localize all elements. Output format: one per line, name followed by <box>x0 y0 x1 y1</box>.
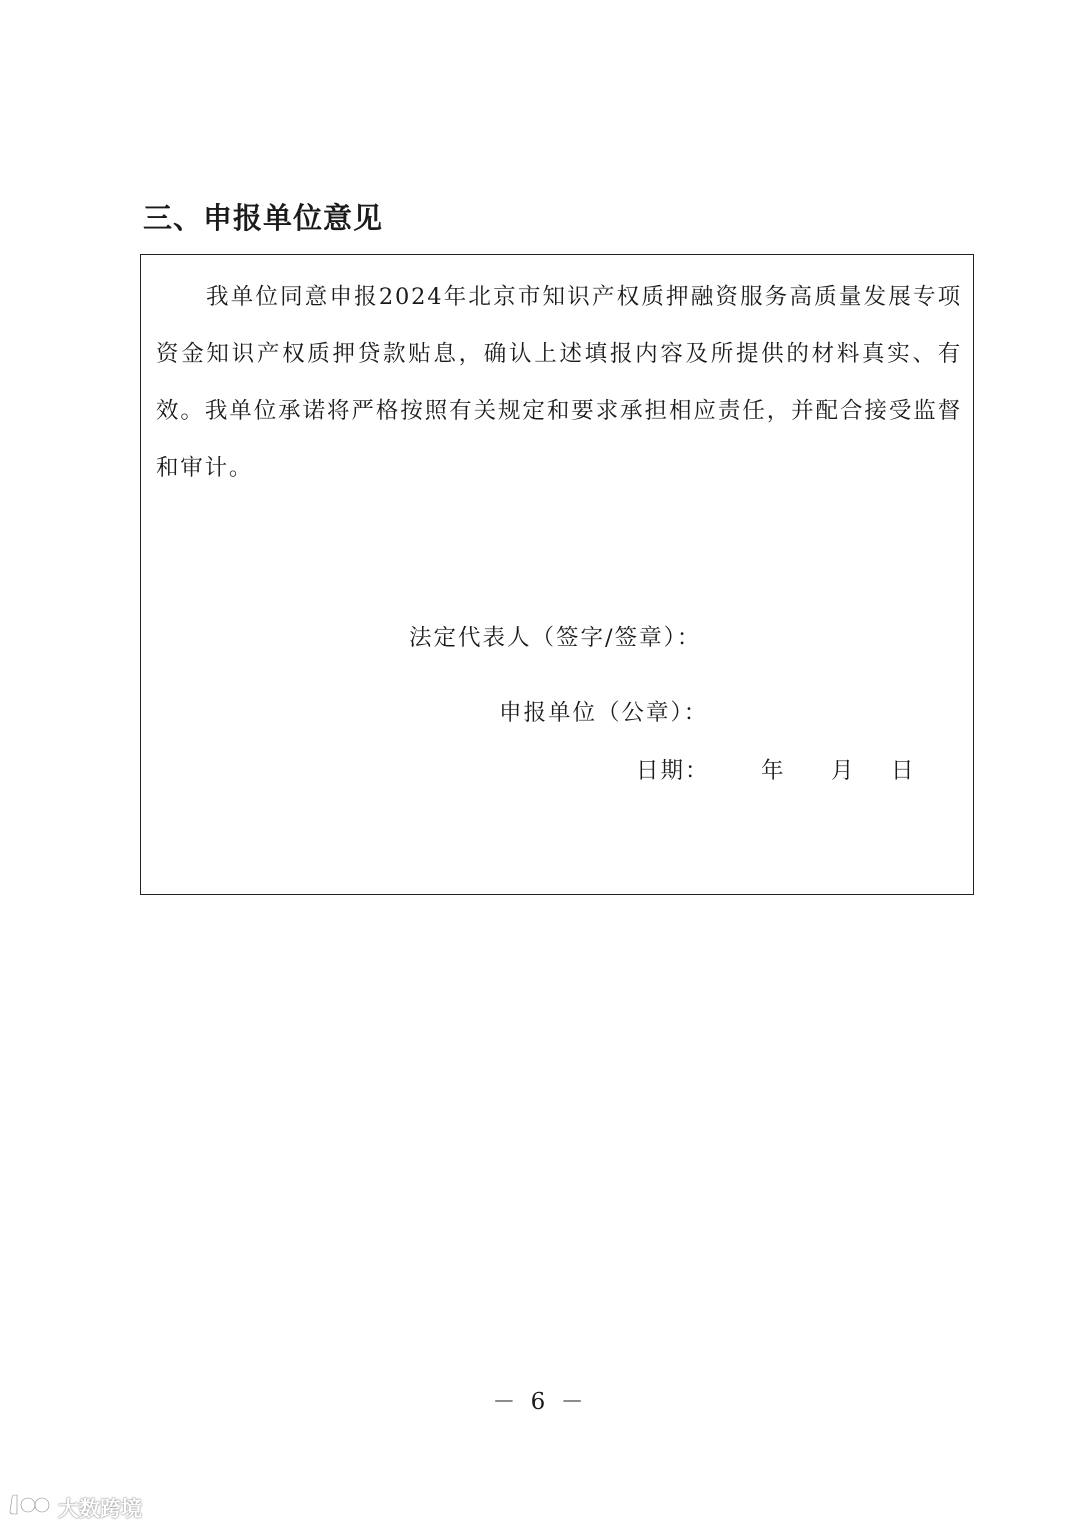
applicant-unit-seal-label: 申报单位（公章）： <box>499 700 709 726</box>
legal-representative-signature-label: 法定代表人（签字/签章）： <box>409 625 702 651</box>
date-month-label: 月 <box>831 758 854 784</box>
date-year-label: 年 <box>761 758 784 784</box>
watermark <box>8 1492 142 1523</box>
section-heading: 三、申报单位意见 <box>143 201 384 235</box>
date-label: 日期： <box>636 758 710 784</box>
brand-logo-icon <box>8 1492 52 1523</box>
page-number: － 6 － <box>492 1389 588 1415</box>
watermark-text: 大数跨境 <box>58 1496 142 1521</box>
declaration-statement: 我单位同意申报2024年北京市知识产权质押融资服务高质量发展专项资金知识产权质押贷款贴息，确认上述填报内容及所提供的材料真实、有效。我单位承诺将严格按照有关规定和要求承担相应责任，并配合接受监督和审计。 <box>156 284 962 481</box>
opinion-box <box>140 254 974 895</box>
date-day-label: 日 <box>891 758 914 784</box>
